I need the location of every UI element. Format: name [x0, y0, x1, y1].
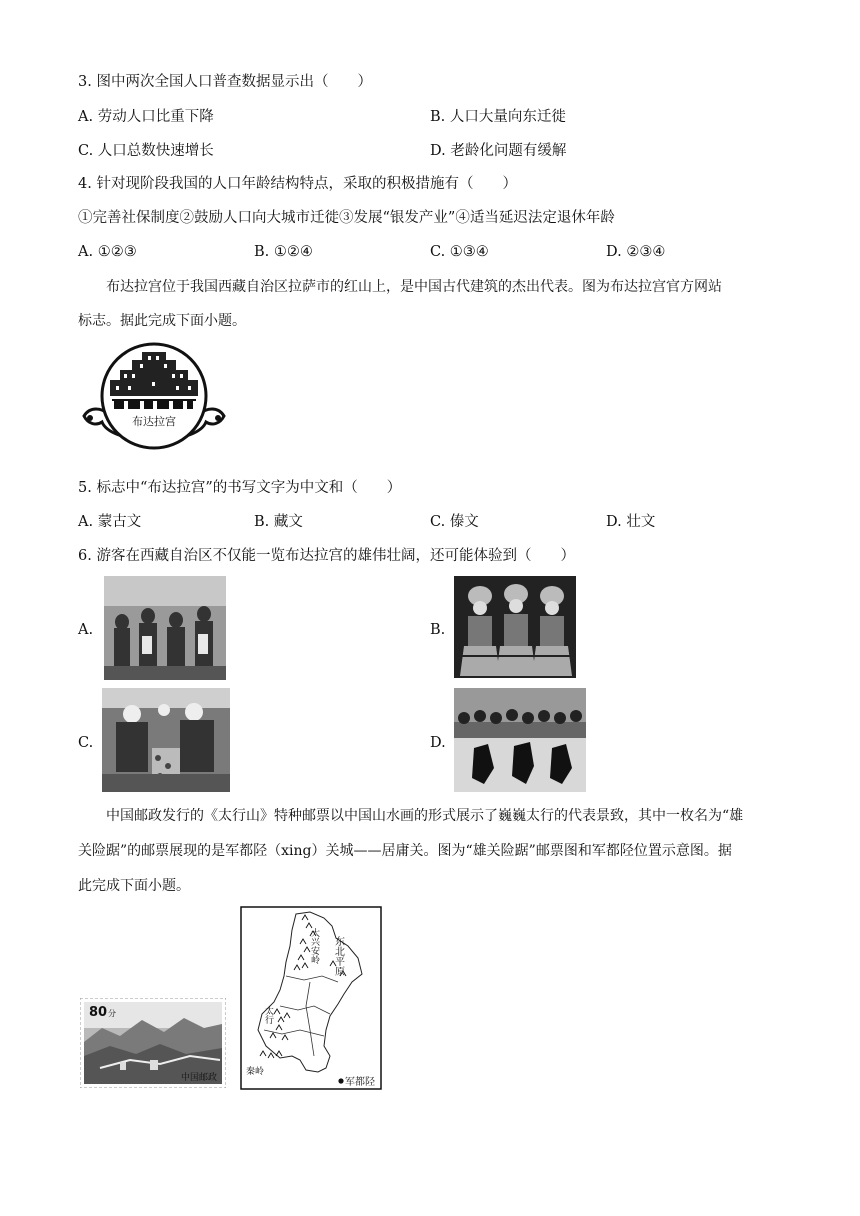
potala-intro-line2: 标志。据此完成下面小题。 — [78, 313, 246, 329]
potala-logo-text: 布达拉宫 — [132, 415, 176, 428]
q5-option-b[interactable]: B. 藏文 — [254, 514, 303, 530]
q6-option-d-photo[interactable] — [454, 688, 586, 792]
potala-intro-line1: 布达拉宫位于我国西藏自治区拉萨市的红山上，是中国古代建筑的杰出代表。图为布达拉宫官方网站 — [106, 279, 722, 295]
q6-option-c-photo[interactable] — [102, 688, 230, 792]
q6-option-c[interactable]: C. — [78, 735, 94, 751]
map-label-northeast-plain: 东北平原 — [332, 936, 344, 976]
potala-logo-image — [80, 340, 228, 452]
q6-option-a-photo[interactable] — [104, 576, 226, 680]
map-label-qinling: 秦岭 — [246, 1067, 265, 1077]
q4-option-a[interactable]: A. ①②③ — [78, 244, 137, 260]
stamp-intro-line1: 中国邮政发行的《太行山》特种邮票以中国山水画的形式展示了巍巍太行的代表景致，其中一枚名为“雄 — [106, 808, 744, 824]
q3-option-c[interactable]: C. 人口总数快速增长 — [78, 143, 214, 159]
q4-items: ①完善社保制度②鼓励人口向大城市迁徙③发展“银发产业”④适当延迟法定退休年龄 — [78, 210, 615, 226]
stamp-value: 80 — [89, 1005, 108, 1020]
map-label-greater-khingan: 大兴安岭 — [309, 928, 319, 964]
q5-option-d[interactable]: D. 壮文 — [606, 514, 656, 530]
map-label-taihang: 太行 — [263, 1006, 273, 1024]
stamp-intro-line3: 此完成下面小题。 — [78, 878, 190, 894]
q5-option-a[interactable]: A. 蒙古文 — [78, 514, 142, 530]
q4-option-c[interactable]: C. ①③④ — [430, 244, 489, 260]
stamp-brand: 中国邮政 — [180, 1073, 217, 1083]
q6-option-b[interactable]: B. — [430, 622, 446, 638]
q3-stem: 3. 图中两次全国人口普查数据显示出（ ） — [78, 74, 372, 90]
q3-option-b[interactable]: B. 人口大量向东迁徙 — [430, 109, 566, 125]
q5-option-c[interactable]: C. 傣文 — [430, 514, 479, 530]
q4-option-d[interactable]: D. ②③④ — [606, 244, 666, 260]
q4-stem: 4. 针对现阶段我国的人口年龄结构特点，采取的积极措施有（ ） — [78, 176, 517, 192]
q6-option-b-photo[interactable] — [454, 576, 576, 678]
q3-option-a[interactable]: A. 劳动人口比重下降 — [78, 109, 214, 125]
q6-option-a[interactable]: A. — [78, 622, 94, 638]
q4-option-b[interactable]: B. ①②④ — [254, 244, 313, 260]
stamp-unit: 分 — [108, 1009, 116, 1018]
q3-option-d[interactable]: D. 老龄化问题有缓解 — [430, 143, 567, 159]
map-label-jundu-pass: 军都陉 — [345, 1077, 375, 1088]
stamp-image — [80, 998, 226, 1088]
q6-option-d[interactable]: D. — [430, 735, 446, 751]
q6-stem: 6. 游客在西藏自治区不仅能一览布达拉宫的雄伟壮阔，还可能体验到（ ） — [78, 548, 575, 564]
q5-stem: 5. 标志中“布达拉宫”的书写文字为中文和（ ） — [78, 480, 402, 496]
jundu-pass-marker — [338, 1078, 343, 1083]
jundu-pass-map — [240, 906, 382, 1090]
stamp-intro-line2: 关险踞”的邮票展现的是军都陉（xing）关城——居庸关。图为“雄关险踞”邮票图和军都陉位置示意图。据 — [78, 843, 732, 859]
